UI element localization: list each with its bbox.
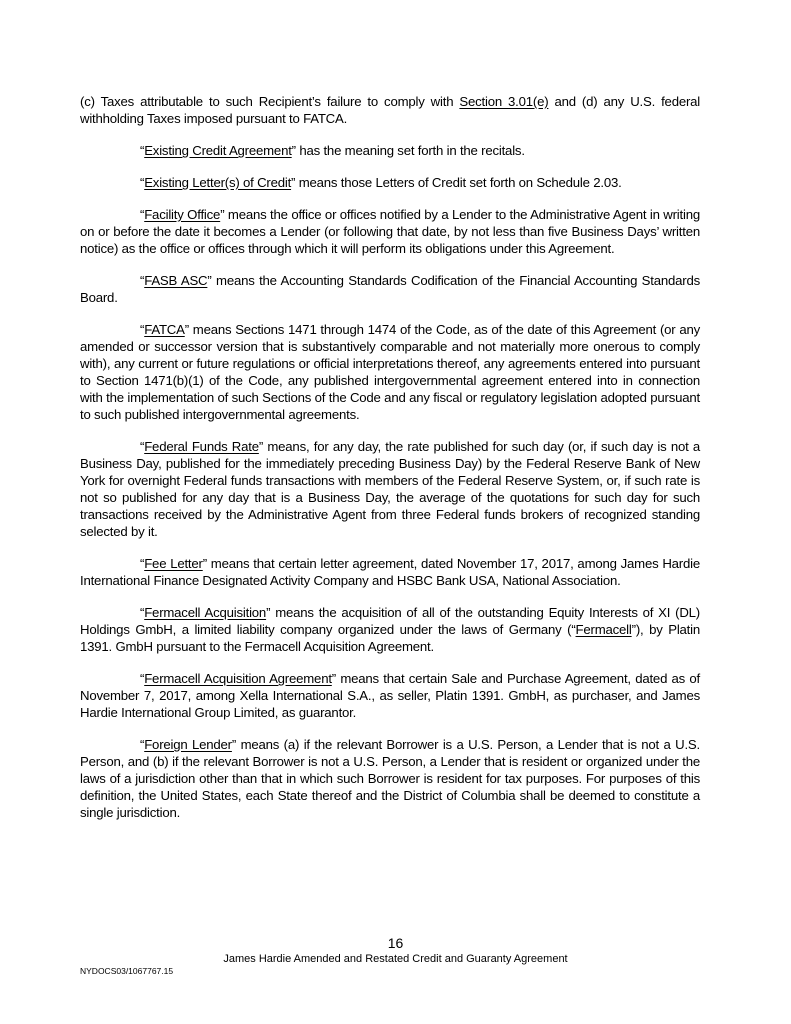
definition-text: means, for any day, the rate published for such day (or, if such day is not a Business Day, published for the immediately preceding Business Day) by the Federal Reserve Bank of New York for overnight Federal funds transactions with members of the Federal Reserve System, or, if such rate is not so published for any day that is a Business Day, the average of the quotations for such day for such transactions received by the Administrative Agent from three Federal funds brokers of recognized standing selected by it. [80,439,700,539]
section-reference: Section 3.01(e) [459,94,549,109]
defined-term: Fermacell [575,622,632,637]
definition-text: means Sections 1471 through 1474 of the Code, as of the date of this Agreement (or any amended or successor version that is substantively comparable and not materially more onerous to comply with), any current or future regulations or official interpretations thereof, any agreements entered into pursuant to Section 1471(b)(1) of the Code, any published intergovernmental agreement entered into in connection with the implementation of such Sections of the Code and any fiscal or regulatory legislation adopted pursuant to such published intergovernmental agreements. [80,322,700,422]
defined-term: Fee Letter [144,556,203,571]
definition-fermacell-acquisition-agreement: “Fermacell Acquisition Agreement” means that certain Sale and Purchase Agreement, dated as of November 7, 2017, among Xella International S.A., as seller, Platin 1391. GmbH, as purchaser, and James Hardie International Group Limited, as guarantor. [80,671,701,720]
footer-title: James Hardie Amended and Restated Credit and Guaranty Agreement [223,953,568,965]
definition-text: means the acquisition of all of the outstanding Equity Interests of XI (DL) Holdings GmbH, a limited liability company organized under the laws of Germany (“ [80,605,700,637]
definition-fatca: “FATCA” means Sections 1471 through 1474 of the Code, as of the date of this Agreement (or any amended or successor version that is substantively comparable and not materially more onerous to comply with), any current or future regulations or official interpretations thereof, any agreements entered into pursuant to Section 1471(b)(1) of the Code, any published intergovernmental agreement entered into in connection with the implementation of such Sections of the Code and any fiscal or regulatory legislation adopted pursuant to such published intergovernmental agreements. [80,322,700,422]
definition-text: means the Accounting Standards Codification of the Financial Accounting Standards Board. [80,273,700,305]
definition-existing-credit-agreement: “Existing Credit Agreement” has the meaning set forth in the recitals. [140,143,525,158]
definition-facility-office: “Facility Office” means the office or offices notified by a Lender to the Administrative Agent in writing on or before the date it becomes a Lender (or following that date, by not less than five Business Days’ written notice) as the office or offices through which it will perform its obligations under this Agreement. [80,207,701,256]
definition-text: means that certain Sale and Purchase Agreement, dated as of November 7, 2017, among Xella International S.A., as seller, Platin 1391. GmbH, as purchaser, and James Hardie International Group Limited, as guarantor. [80,671,701,720]
definition-text: means those Letters of Credit set forth on Schedule 2.03. [295,175,622,190]
definition-text: means the office or offices notified by a Lender to the Administrative Agent in writing on or before the date it becomes a Lender (or following that date, by not less than five Business Days’ written notice) as the office or offices through which it will perform its obligations under this Agreement. [80,207,701,256]
continuation-paragraph [80,93,700,127]
defined-term: Facility Office [144,207,221,222]
page-number: 16 [387,935,404,951]
defined-term: Fermacell Acquisition Agreement [144,671,332,686]
definition-text: has the meaning set forth in the recitals. [295,143,525,158]
paragraph-text: and (d) any U.S. federal withholding Taxes imposed pursuant to FATCA. [80,94,701,126]
definition-fermacell-acquisition: “Fermacell Acquisition” means the acquisition of all of the outstanding Equity Interests of XI (DL) Holdings GmbH, a limited liability company organized under the laws of Germany (“Fermacell”), by Platin 1391. GmbH pursuant to the Fermacell Acquisition Agreement. [80,605,701,654]
definition-fee-letter: “Fee Letter” means that certain letter agreement, dated November 17, 2017, among James Hardie International Finance Designated Activity Company and HSBC Bank USA, National Association. [80,556,700,588]
defined-term: FATCA [144,322,185,337]
defined-term: Federal Funds Rate [144,439,259,454]
definition-federal-funds-rate: “Federal Funds Rate” means, for any day, the rate published for such day (or, if such day is not a Business Day, published for the immediately preceding Business Day) by the Federal Reserve Bank of New York for overnight Federal funds transactions with members of the Federal Reserve System, or, if such rate is not so published for any day that is a Business Day, the average of the quotations for such day for such transactions received by the Administrative Agent from three Federal funds brokers of recognized standing selected by it. [80,439,700,539]
definition-foreign-lender: “Foreign Lender” means (a) if the relevant Borrower is a U.S. Person, a Lender that is not a U.S. Person, and (b) if the relevant Borrower is not a U.S. Person, a Lender that is resident or organized under the laws of a jurisdiction other than that in which such Borrower is resident for tax purposes. For purposes of this definition, the United States, each State thereof and the District of Columbia shall be deemed to constitute a single jurisdiction. [80,737,700,820]
defined-term: Existing Letter(s) of Credit [144,175,292,190]
document-body [80,93,700,836]
document-id: NYDOCS03/1067767.15 [80,966,174,976]
defined-term: Foreign Lender [144,737,232,752]
definition-fasb-asc: “FASB ASC” means the Accounting Standards Codification of the Financial Accounting Standards Board. [80,273,700,305]
definition-text: means that certain letter agreement, dated November 17, 2017, among James Hardie International Finance Designated Activity Company and HSBC Bank USA, National Association. [80,556,700,588]
definition-existing-letters-of-credit: “Existing Letter(s) of Credit” means those Letters of Credit set forth on Schedule 2.03. [140,175,622,190]
defined-term: FASB ASC [144,273,208,288]
defined-term: Fermacell Acquisition [144,605,267,620]
definition-text: ”), by Platin 1391. GmbH pursuant to the Fermacell Acquisition Agreement. [80,622,701,654]
definition-text: means (a) if the relevant Borrower is a U.S. Person, a Lender that is not a U.S. Person, and (b) if the relevant Borrower is not a U.S. Person, a Lender that is resident or organized under the laws of a jurisdiction other than that in which such Borrower is resident for tax purposes. For purposes of this definition, the United States, each State thereof and the District of Columbia shall be deemed to constitute a single jurisdiction. [80,737,700,820]
defined-term: Existing Credit Agreement [144,143,292,158]
paragraph-text: (c) Taxes attributable to such Recipient’s failure to comply with [80,94,460,109]
